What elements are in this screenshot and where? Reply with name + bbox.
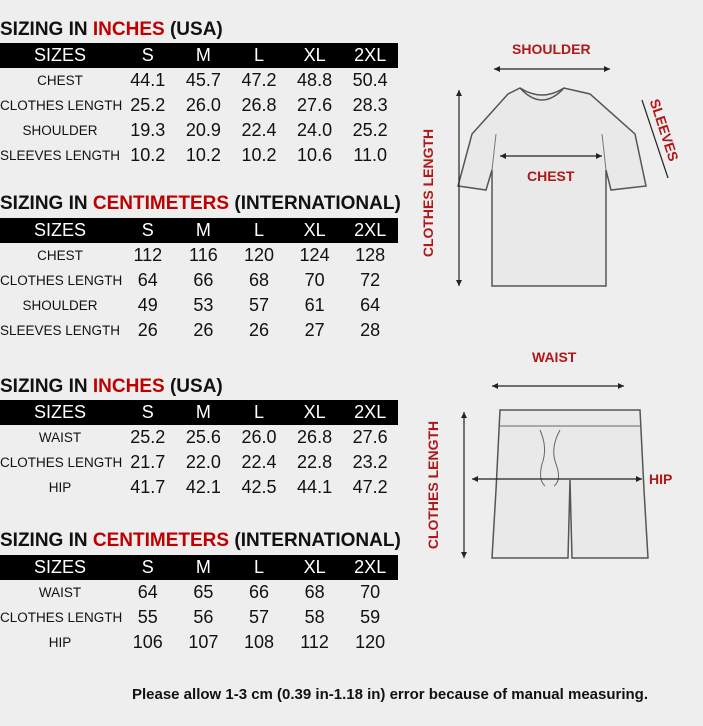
- size-header: XL: [287, 43, 343, 68]
- measurement-value: 22.0: [185, 452, 221, 472]
- measurement-value: 107: [188, 632, 219, 652]
- measurement-value: 26.0: [185, 95, 221, 115]
- measurement-value: 50.4: [352, 70, 388, 90]
- measurement-value: 47.2: [241, 70, 277, 90]
- measurement-label: HIP: [48, 635, 72, 650]
- measurement-label: CHEST: [37, 73, 83, 88]
- tshirt-outline: [420, 30, 703, 300]
- shorts-outline: [420, 340, 703, 570]
- measurement-value: 120: [243, 245, 274, 265]
- measurement-value: 24.0: [297, 120, 333, 140]
- measurement-value: 26: [193, 320, 214, 340]
- size-header: 2XL: [342, 400, 398, 425]
- measurement-value: 26.8: [241, 95, 277, 115]
- shirt-centimeters-section: [0, 193, 401, 343]
- measurement-value: 22.4: [241, 120, 277, 140]
- size-header: M: [176, 218, 232, 243]
- measurement-value: 72: [360, 270, 381, 290]
- measurement-value: 112: [133, 245, 163, 265]
- measurement-value: 27: [304, 320, 325, 340]
- measurement-value: 28.3: [352, 95, 388, 115]
- measurement-value: 42.1: [185, 477, 221, 497]
- sizes-header: SIZES: [0, 555, 120, 580]
- table-row: [0, 268, 398, 293]
- measurement-label: CLOTHES LENGTH: [0, 98, 123, 113]
- sizes-header: SIZES: [0, 43, 120, 68]
- hip-label: HIP: [649, 471, 673, 487]
- measurement-value: 61: [304, 295, 325, 315]
- measurement-value: 26.0: [241, 427, 277, 447]
- measurement-value: 44.1: [297, 477, 333, 497]
- shorts-centimeters-section: [0, 530, 401, 655]
- size-header: M: [176, 400, 232, 425]
- table-row: [0, 580, 398, 605]
- measurement-value: 44.1: [130, 70, 166, 90]
- measurement-value: 57: [248, 295, 269, 315]
- waist-label: WAIST: [532, 349, 577, 365]
- measurement-label: SHOULDER: [22, 298, 98, 313]
- measurement-value: 10.2: [130, 145, 166, 165]
- measurement-label: CLOTHES LENGTH: [0, 273, 123, 288]
- measurement-value: 64: [137, 582, 158, 602]
- measurement-value: 26: [248, 320, 269, 340]
- size-header: XL: [287, 555, 343, 580]
- size-header: L: [231, 43, 287, 68]
- shirt-length-label: CLOTHES LENGTH: [420, 128, 436, 258]
- size-header: S: [120, 400, 176, 425]
- size-header: 2XL: [342, 43, 398, 68]
- measurement-value: 19.3: [130, 120, 166, 140]
- measurement-value: 58: [304, 607, 325, 627]
- table-row: [0, 93, 398, 118]
- measurement-value: 66: [193, 270, 214, 290]
- measurement-value: 25.2: [130, 427, 166, 447]
- measurement-value: 120: [355, 632, 386, 652]
- measurement-label: CLOTHES LENGTH: [0, 455, 123, 470]
- size-header: M: [176, 555, 232, 580]
- measurement-value: 25.2: [130, 95, 166, 115]
- measurement-value: 64: [360, 295, 381, 315]
- measurement-label: SLEEVES LENGTH: [0, 323, 121, 338]
- section-heading: SIZING IN CENTIMETERS (INTERNATIONAL): [0, 530, 401, 551]
- measurement-value: 57: [248, 607, 269, 627]
- measurement-value: 45.7: [185, 70, 221, 90]
- size-table: [0, 555, 398, 655]
- size-header: S: [120, 218, 176, 243]
- shorts-diagram: [420, 340, 703, 570]
- shoulder-label: SHOULDER: [512, 41, 591, 57]
- measurement-label: CHEST: [37, 248, 83, 263]
- measurement-value: 10.6: [297, 145, 333, 165]
- table-row: [0, 425, 398, 450]
- measurement-note: Please allow 1-3 cm (0.39 in-1.18 in) error because of manual measuring.: [131, 686, 649, 703]
- measurement-value: 22.4: [241, 452, 277, 472]
- measurement-value: 11.0: [353, 145, 388, 165]
- size-table: [0, 43, 398, 168]
- size-header: L: [231, 218, 287, 243]
- table-row: [0, 293, 398, 318]
- measurement-label: WAIST: [38, 430, 82, 445]
- table-row: [0, 475, 398, 500]
- shorts-length-label: CLOTHES LENGTH: [425, 420, 441, 550]
- measurement-value: 10.2: [185, 145, 221, 165]
- measurement-label: SHOULDER: [22, 123, 98, 138]
- size-header: M: [176, 43, 232, 68]
- measurement-value: 22.8: [297, 452, 333, 472]
- measurement-value: 26.8: [297, 427, 333, 447]
- measurement-value: 20.9: [185, 120, 221, 140]
- measurement-value: 47.2: [352, 477, 388, 497]
- measurement-label: WAIST: [38, 585, 82, 600]
- measurement-value: 53: [193, 295, 214, 315]
- measurement-value: 25.6: [185, 427, 221, 447]
- measurement-value: 25.2: [352, 120, 388, 140]
- sizes-header: SIZES: [0, 400, 120, 425]
- measurement-value: 55: [137, 607, 158, 627]
- chest-label: CHEST: [527, 168, 575, 184]
- measurement-value: 56: [193, 607, 214, 627]
- size-header: S: [120, 43, 176, 68]
- header-row: [0, 43, 398, 68]
- measurement-value: 70: [304, 270, 325, 290]
- measurement-value: 66: [248, 582, 269, 602]
- size-header: S: [120, 555, 176, 580]
- measurement-value: 124: [299, 245, 330, 265]
- measurement-value: 49: [137, 295, 158, 315]
- measurement-value: 48.8: [297, 70, 333, 90]
- table-row: [0, 318, 398, 343]
- measurement-value: 21.7: [130, 452, 166, 472]
- size-table: [0, 400, 398, 500]
- measurement-value: 108: [243, 632, 274, 652]
- measurement-label: SLEEVES LENGTH: [0, 148, 121, 163]
- measurement-value: 41.7: [130, 477, 166, 497]
- shorts-inches-section: [0, 376, 398, 500]
- sleeves-label: SLEEVES: [646, 96, 682, 164]
- measurement-value: 70: [360, 582, 381, 602]
- measurement-value: 27.6: [297, 95, 333, 115]
- measurement-value: 116: [189, 245, 218, 265]
- measurement-value: 42.5: [241, 477, 277, 497]
- size-header: XL: [287, 400, 343, 425]
- table-row: [0, 68, 398, 93]
- measurement-value: 128: [355, 245, 386, 265]
- measurement-value: 65: [193, 582, 214, 602]
- table-row: [0, 630, 398, 655]
- header-row: [0, 555, 398, 580]
- section-heading: SIZING IN CENTIMETERS (INTERNATIONAL): [0, 193, 401, 214]
- measurement-value: 59: [360, 607, 381, 627]
- table-row: [0, 605, 398, 630]
- measurement-value: 64: [137, 270, 158, 290]
- header-row: [0, 218, 398, 243]
- measurement-label: HIP: [48, 480, 72, 495]
- size-header: 2XL: [342, 555, 398, 580]
- size-header: 2XL: [342, 218, 398, 243]
- table-row: [0, 143, 398, 168]
- size-header: L: [231, 400, 287, 425]
- measurement-value: 10.2: [241, 145, 277, 165]
- size-header: L: [231, 555, 287, 580]
- measurement-value: 26: [137, 320, 158, 340]
- measurement-label: CLOTHES LENGTH: [0, 610, 123, 625]
- sizes-header: SIZES: [0, 218, 120, 243]
- table-row: [0, 118, 398, 143]
- header-row: [0, 400, 398, 425]
- measurement-value: 68: [304, 582, 325, 602]
- measurement-value: 28: [360, 320, 381, 340]
- measurement-value: 68: [248, 270, 269, 290]
- measurement-value: 23.2: [352, 452, 388, 472]
- size-header: XL: [287, 218, 343, 243]
- shirt-inches-section: [0, 19, 398, 168]
- measurement-value: 112: [300, 632, 329, 652]
- size-table: [0, 218, 398, 343]
- section-heading: SIZING IN INCHES (USA): [0, 19, 223, 40]
- measurement-value: 27.6: [352, 427, 388, 447]
- measurement-value: 106: [132, 632, 163, 652]
- tshirt-diagram: [420, 30, 703, 300]
- section-heading: SIZING IN INCHES (USA): [0, 376, 223, 397]
- table-row: [0, 243, 398, 268]
- table-row: [0, 450, 398, 475]
